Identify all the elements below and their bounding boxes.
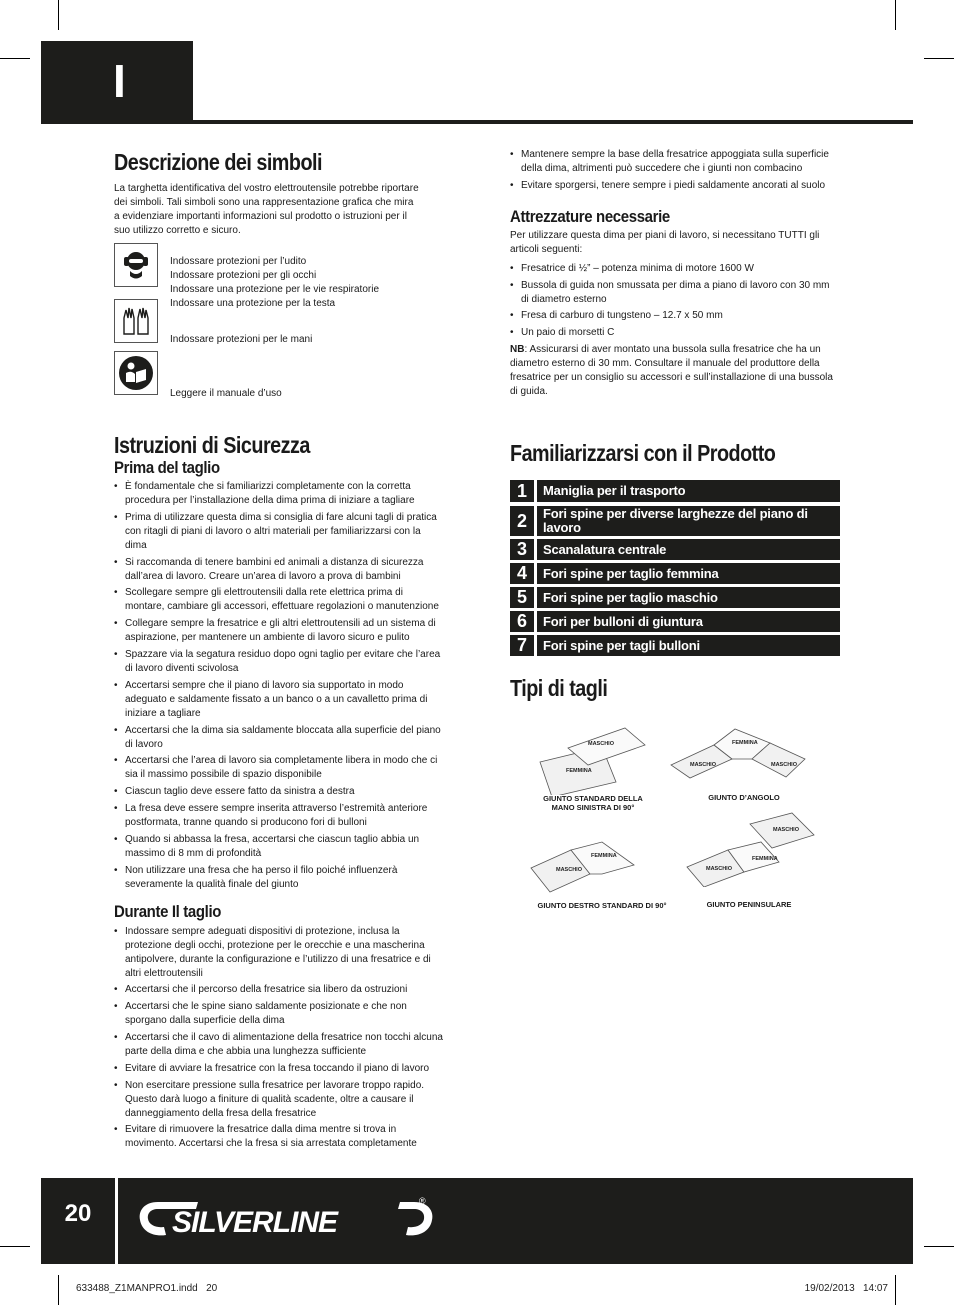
male-label: MASCHIO [690,762,716,768]
before-cut-item: • Si raccomanda di tenere bambini ed animali a distanza di sicurezza dall’area di lavoro. Creare un’area di lavoro a prova di bambini [114,556,444,584]
product-title: Familiarizzarsi con il Prodotto [510,440,776,466]
part-label: Maniglia per il trasporto [537,480,840,502]
ppe-icon [114,243,158,287]
gloves-text: Indossare protezioni per le mani [170,334,313,345]
safety-section [114,431,444,1154]
part-row [510,539,840,560]
corner-joint-caption: GIUNTO D’ANGOLO [708,793,780,802]
ppe-texts [170,255,379,311]
during-cut-title: Durante Il taglio [114,901,222,921]
cuts-title: Tipi di tagli [510,675,608,701]
part-number: 6 [510,611,534,632]
corner-joint-diagram [668,725,818,785]
before-cut-item: • Prima di utilizzare questa dima si consiglia di fare alcuni tagli di pratica con ritagli di piani di lavoro o altri materiali per familiarizzarsi con la dima [114,511,444,553]
symbol-row-ppe [114,243,380,309]
part-number: 7 [510,635,534,656]
crop-mark [58,1275,59,1305]
crop-mark [0,58,30,59]
right-hand-joint-caption: GIUNTO DESTRO STANDARD DI 90° [537,901,667,910]
before-cut-item: • La fresa deve essere sempre inserita attraverso l’estremità anteriore postformata, tranne quando si producono fori di bulloni [114,802,444,830]
female-label: FEMMINA [591,853,617,859]
part-row [510,563,840,584]
right-column [510,148,840,399]
part-number: 2 [510,506,534,536]
peninsular-joint-caption: GIUNTO PENINSULARE [706,900,792,909]
header-rule [41,120,913,124]
male-label: MASCHIO [588,741,614,747]
manual-text: Leggere il manuale d’uso [170,388,282,399]
ppe-hearing: Indossare protezioni per l’udito [170,256,307,267]
crop-mark [895,1275,896,1305]
brand-wordmark: SILVERLINE [172,1206,338,1239]
before-cut-title: Prima del taglio [114,458,220,477]
footer-bar [41,1178,913,1264]
right-hand-joint-diagram [528,838,648,893]
left-hand-joint-caption: GIUNTO STANDARD DELLA MANO SINISTRA DI 90° [543,794,643,812]
during-cut-item: • Accertarsi che il cavo di alimentazione della fresatrice non tocchi alcuna parte della dima e che abbia una lunghezza sufficiente [114,1031,444,1059]
left-column [114,148,444,238]
safety-cont-list [510,148,840,193]
before-cut-item: • Non utilizzare una fresa che ha perso il filo poiché influenzerà severamente la qualità finale del giunto [114,864,444,892]
before-cut-item: • Collegare sempre la fresatrice e gli altri elettroutensili ad un sistema di aspirazione, per mantenere un ambiente di lavoro sicuro e pulito [114,617,444,645]
footer-separator [115,1178,118,1264]
before-cut-item: • Spazzare via la segatura residuo dopo ogni taglio per evitare che l’area di lavoro diventi scivolosa [114,648,444,676]
before-cut-item: • Accertarsi che la dima sia saldamente bloccata alla superficie del piano di lavoro [114,724,444,752]
symbols-title: Descrizione dei simboli [114,149,322,175]
male-label: MASCHIO [773,827,799,833]
before-cut-item: • Accertarsi sempre che il piano di lavoro sia supportato in modo adeguato e saldamente fissato a un banco o a un cavalletto prima di iniziare a tagliare [114,679,444,721]
registered-mark: ® [419,1196,426,1206]
part-label: Fori spine per tagli bulloni [537,635,840,656]
equipment-intro: Per utilizzare questa dima per piani di lavoro, si necessitano TUTTI gli articoli seguenti: [510,229,820,255]
during-cut-item: • Evitare di avviare la fresatrice con la fresa toccando il piano di lavoro [114,1062,444,1076]
before-cut-list [114,480,444,892]
part-label: Fori spine per diverse larghezze del piano di lavoro [537,506,840,536]
part-row [510,611,840,632]
part-row [510,587,840,608]
during-cut-item: • Accertarsi che il percorso della fresatrice sia libero da ostruzioni [114,983,444,997]
print-file-info: 633488_Z1MANPRO1.indd 20 [76,1283,218,1294]
language-code: I [113,55,126,107]
part-label: Fori per bulloni di giuntura [537,611,840,632]
left-hand-joint-diagram [530,725,660,795]
part-number: 5 [510,587,534,608]
crop-mark [924,1246,954,1247]
ppe-eyes: Indossare protezioni per gli occhi [170,270,317,281]
symbols-intro: La targhetta identificativa del vostro elettroutensile potrebbe riportare dei simboli. Tali simboli sono una rappresentazione grafica che mira a evidenziare importanti informazioni sul prodotto o istruzioni per il suo utilizzo corretto e sicuro. [114,183,419,236]
before-cut-item: • Quando si abbassa la fresa, accertarsi che ciascun taglio abbia un massimo di 8 mm di profondità [114,833,444,861]
product-section [510,439,840,467]
before-cut-item: • Ciascun taglio deve essere fatto da sinistra a destra [114,785,444,799]
before-cut-item: • È fondamentale che si familiarizzi completamente con la corretta procedura per l’installazione della dima prima di iniziare a tagliare [114,480,444,508]
before-cut-item: • Scollegare sempre gli elettroutensili dalla rete elettrica prima di montare, cambiare gli accessori, effettuare regolazioni o manutenzione [114,586,444,614]
crop-mark [895,0,896,30]
peninsular-joint-diagram [684,812,819,887]
equipment-item: • Bussola di guida non smussata per dima a piano di lavoro con 30 mm di diametro esterno [510,279,840,307]
page-number: 20 [64,1200,92,1227]
symbol-row-manual [114,351,282,399]
crop-mark [58,0,59,30]
note-label: NB [510,343,525,355]
safety-cont-item: • Mantenere sempre la base della fresatrice appoggiata sulla superficie della dima, altrimenti può succedere che i giunti non combacino [510,148,840,176]
gloves-icon [114,299,158,343]
male-label: MASCHIO [771,762,797,768]
equipment-note [510,343,840,399]
ppe-head: Indossare una protezione per la testa [170,298,336,309]
during-cut-item: • Accertarsi che le spine siano saldamente posizionate e che non sporgano dalla superficie della dima [114,1000,444,1028]
part-row [510,635,840,656]
female-label: FEMMINA [752,856,778,862]
male-label: MASCHIO [556,867,582,873]
equipment-title: Attrezzature necessarie [510,206,670,226]
part-label: Fori spine per taglio maschio [537,587,840,608]
part-label: Fori spine per taglio femmina [537,563,840,584]
male-label: MASCHIO [706,866,732,872]
safety-title: Istruzioni di Sicurezza [114,432,310,458]
female-label: FEMMINA [566,768,592,774]
print-date-info: 19/02/2013 14:07 [804,1283,888,1294]
manual-icon [114,351,158,395]
equipment-item: • Fresa di carburo di tungsteno – 12.7 x 50 mm [510,309,840,323]
during-cut-item: • Non esercitare pressione sulla fresatrice per lavorare troppo rapido. Questo darà luogo a finiture di qualità scadente, oltre a causare il danneggiamento della fresa della fresatrice [114,1079,444,1121]
note-text: : Assicurarsi di aver montato una bussola sulla fresatrice che ha un diametro esterno di 30 mm. Consultare il manuale del produttore della fresatrice per un consiglio su accessori e sull’installazione di una bussola di guida. [510,343,833,397]
part-number: 1 [510,480,534,502]
during-cut-list [114,925,444,1152]
silverline-logo [136,1192,436,1248]
safety-cont-item: • Evitare sporgersi, tenere sempre i piedi saldamente ancorati al suolo [510,179,840,193]
equipment-item: • Un paio di morsetti C [510,326,840,340]
equipment-list [510,262,840,340]
before-cut-item: • Accertarsi che l’area di lavoro sia completamente libera in modo che ci sia il massimo possibile di spazio disponibile [114,754,444,782]
part-number: 4 [510,563,534,584]
during-cut-item: • Evitare di rimuovere la fresatrice dalla dima mentre si trova in movimento. Accertarsi che la fresa si sia arrestata completamente [114,1123,444,1151]
part-number: 3 [510,539,534,560]
during-cut-item: • Indossare sempre adeguati dispositivi di protezione, inclusa la protezione degli occhi, protezione per le orecchie e una mascherina antipolvere, durante la configurazione e l’utilizzo di una fresatrice e di altri elettroutensili [114,925,444,981]
crop-mark [0,1246,30,1247]
part-row [510,480,840,502]
cuts-section [510,674,840,702]
part-label: Scanalatura centrale [537,539,840,560]
equipment-item: • Fresatrice di ½” – potenza minima di motore 1600 W [510,262,840,276]
ppe-respiratory: Indossare una protezione per le vie respiratorie [170,284,380,295]
part-row [510,506,840,536]
crop-mark [924,58,954,59]
female-label: FEMMINA [732,740,758,746]
language-tab [41,41,193,123]
